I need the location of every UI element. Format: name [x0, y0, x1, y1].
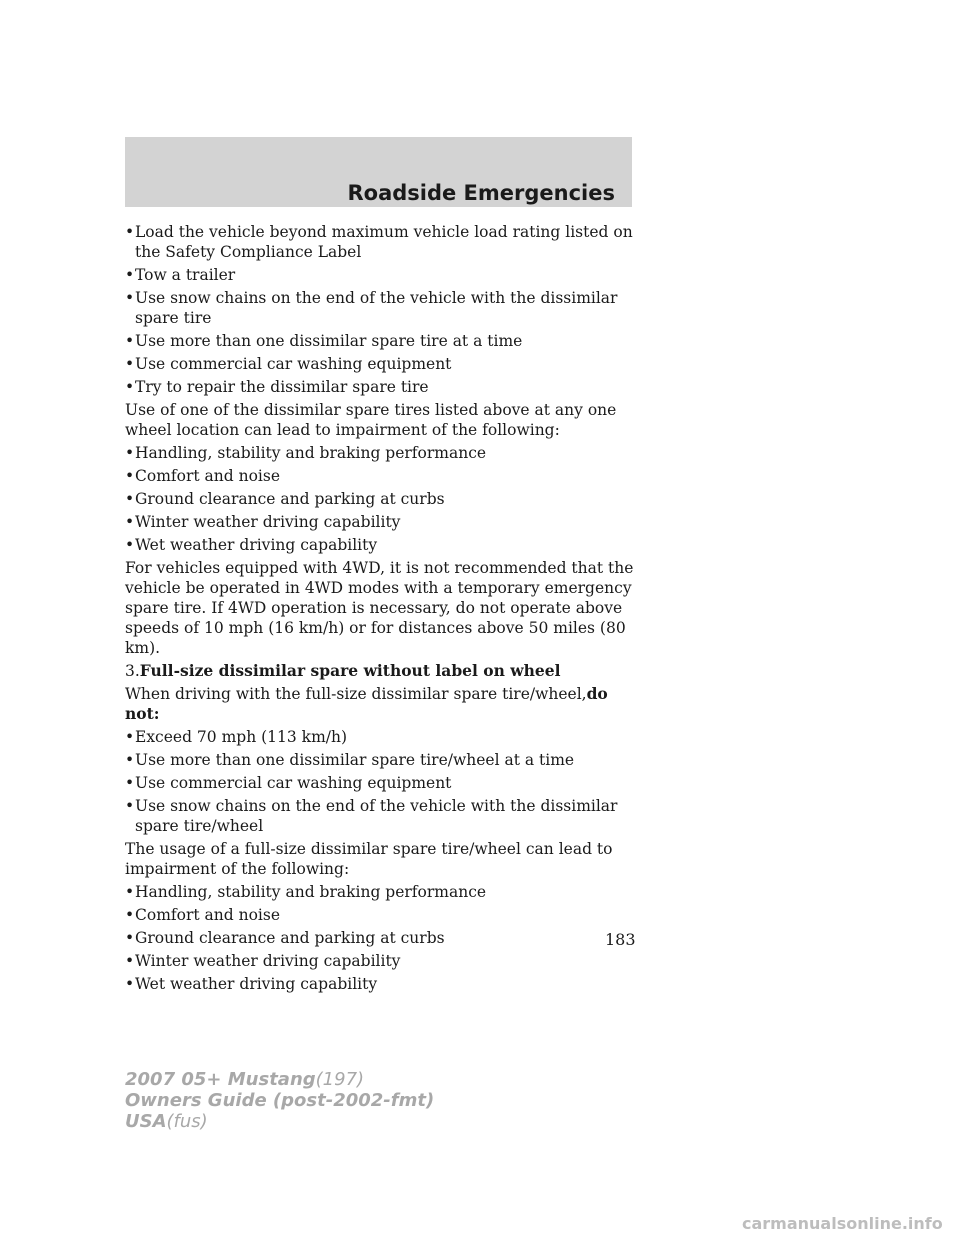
list-item: • Use snow chains on the end of the vehicle with the dissimilar spare tire	[125, 289, 618, 327]
page-number: 183	[605, 930, 636, 949]
watermark: carmanualsonline.info	[742, 1214, 943, 1233]
list-item: • Winter weather driving capability	[125, 952, 401, 970]
list-item: • Wet weather driving capability	[125, 975, 378, 993]
list-item: • Ground clearance and parking at curbs	[125, 490, 445, 508]
footer-line: USA(fus)	[125, 1111, 208, 1132]
footer-line: Owners Guide (post-2002-fmt)	[125, 1090, 435, 1111]
list-item: • Use snow chains on the end of the vehicle with the dissimilar spare tire/wheel	[125, 797, 618, 835]
restrictions-list	[125, 222, 635, 397]
list-item: • Ground clearance and parking at curbs	[125, 929, 445, 947]
list-item: • Load the vehicle beyond maximum vehicle load rating listed on the Safety Compliance Label	[125, 223, 633, 261]
4wd-paragraph: For vehicles equipped with 4WD, it is not recommended that the vehicle be operated in 4WD modes with a temporary emergency spare tire. If 4WD operation is necessary, do not operate above speeds of 10 mph (16 km/h) or for distances above 50 miles (80 km).	[125, 559, 634, 657]
section-header-band	[125, 137, 632, 207]
document-footer	[125, 1069, 434, 1132]
full-size-impairment-list	[125, 882, 635, 994]
list-item: • Exceed 70 mph (113 km/h)	[125, 728, 348, 746]
impairment-list	[125, 443, 635, 555]
list-item: • Handling, stability and braking performance	[125, 883, 487, 901]
list-item: • Comfort and noise	[125, 906, 280, 924]
list-item: • Wet weather driving capability	[125, 536, 378, 554]
list-item: • Try to repair the dissimilar spare tire	[125, 378, 429, 396]
list-item: • Use more than one dissimilar spare tire/wheel at a time	[125, 751, 575, 769]
list-item: • Comfort and noise	[125, 467, 280, 485]
list-item: • Use more than one dissimilar spare tire at a time	[125, 332, 523, 350]
list-item: • Tow a trailer	[125, 266, 236, 284]
section-title: Roadside Emergencies	[347, 181, 615, 205]
impairment-intro-paragraph: Use of one of the dissimilar spare tires listed above at any one wheel location can lead to impairment of the following:	[125, 401, 617, 439]
full-size-intro-paragraph: When driving with the full-size dissimilar spare tire/wheel,do not:	[125, 684, 608, 723]
list-item: • Use commercial car washing equipment	[125, 355, 452, 373]
page-content	[125, 222, 635, 997]
full-size-impairment-paragraph: The usage of a full-size dissimilar spare tire/wheel can lead to impairment of the following:	[125, 840, 613, 878]
list-item: • Winter weather driving capability	[125, 513, 401, 531]
list-item: • Use commercial car washing equipment	[125, 774, 452, 792]
full-size-restrictions-list	[125, 727, 635, 836]
list-item: • Handling, stability and braking performance	[125, 444, 487, 462]
footer-line: 2007 05+ Mustang(197)	[125, 1069, 365, 1090]
numbered-heading: 3.Full-size dissimilar spare without label on wheel	[125, 661, 561, 680]
